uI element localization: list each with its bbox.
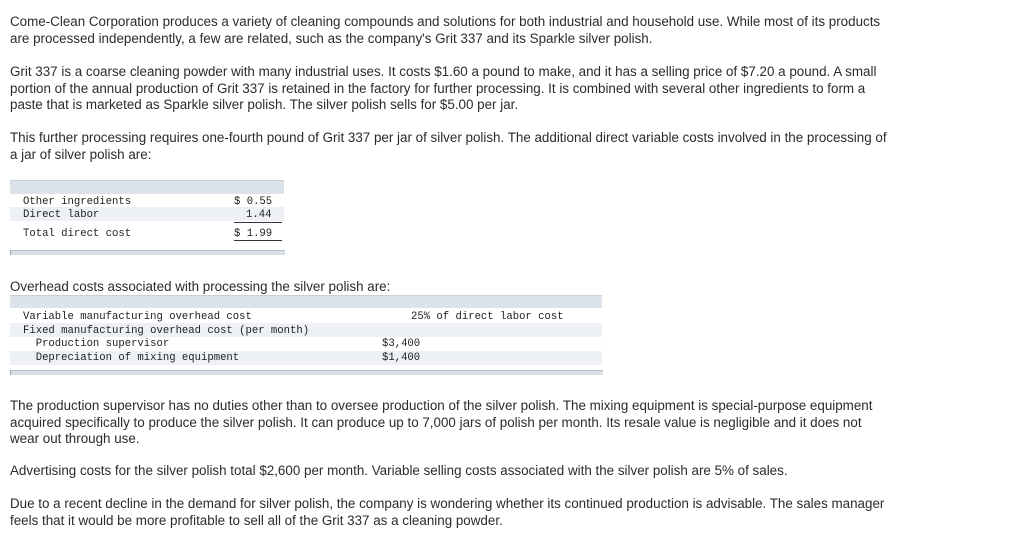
paragraph-overhead-intro: Overhead costs associated with processing the silver polish are: xyxy=(10,279,391,294)
table-cell-label: Direct labor xyxy=(23,209,100,221)
paragraph-supervisor-equipment: The production supervisor has no duties other than to oversee production of the silver polish. The mixing equipment is special-purpose equipment acquired specifically to produce the silver polish. It can produce up to 7,000 jars of polish per month. Its resale value is negligible and it does not wear out through use. xyxy=(10,398,873,446)
table-footer-bar xyxy=(10,370,603,375)
table-cell-note: 25% of direct labor cost xyxy=(411,311,564,323)
table-cell-value: $1,400 xyxy=(382,352,421,364)
table-header-bar xyxy=(10,180,284,194)
table-header-bar xyxy=(10,295,602,308)
paragraph-further-processing: This further processing requires one-fourth pound of Grit 337 per jar of silver polish. The additional direct variable costs involved in the processing of a jar of silver polish are: xyxy=(10,130,887,162)
subtotal-rule xyxy=(234,222,282,223)
total-rule xyxy=(234,240,282,241)
table-cell-label: Depreciation of mixing equipment xyxy=(23,352,240,364)
table-cell-value: $3,400 xyxy=(382,338,421,350)
table-cell-label: Total direct cost xyxy=(23,228,132,240)
table-cell-label: Other ingredients xyxy=(23,196,132,208)
paragraph-advertising: Advertising costs for the silver polish total $2,600 per month. Variable selling costs associated with the silver polish are 5% of sales. xyxy=(10,463,788,478)
paragraph-decision: Due to a recent decline in the demand for silver polish, the company is wondering whether its continued production is advisable. The sales manager feels that it would be more profitable to sell all of the Grit 337 as a cleaning powder. xyxy=(10,496,885,528)
table-cell-value: $ 0.55 xyxy=(234,196,273,208)
table-cell-label: Production supervisor xyxy=(23,338,170,350)
table-cell-value: 1.44 xyxy=(246,209,272,221)
table-cell-value: $ 1.99 xyxy=(234,228,273,240)
table-cell-label: Variable manufacturing overhead cost xyxy=(23,311,252,323)
table-cell-label: Fixed manufacturing overhead cost (per month) xyxy=(23,325,310,337)
paragraph-intro: Come-Clean Corporation produces a variety of cleaning compounds and solutions for both industrial and household use. While most of its products are processed independently, a few are related, such as the company's Grit 337 and its Sparkle silver polish. xyxy=(10,14,881,46)
table-footer-bar xyxy=(10,250,285,255)
paragraph-grit-337: Grit 337 is a coarse cleaning powder with many industrial uses. It costs $1.60 a pound to make, and it has a selling price of $7.20 a pound. A small portion of the annual production of Grit 337 is retained in the factory for further processing. It is combined with several other ingredients to form a paste that is marketed as Sparkle silver polish. The silver polish sells for $5.00 per jar. xyxy=(10,64,877,112)
